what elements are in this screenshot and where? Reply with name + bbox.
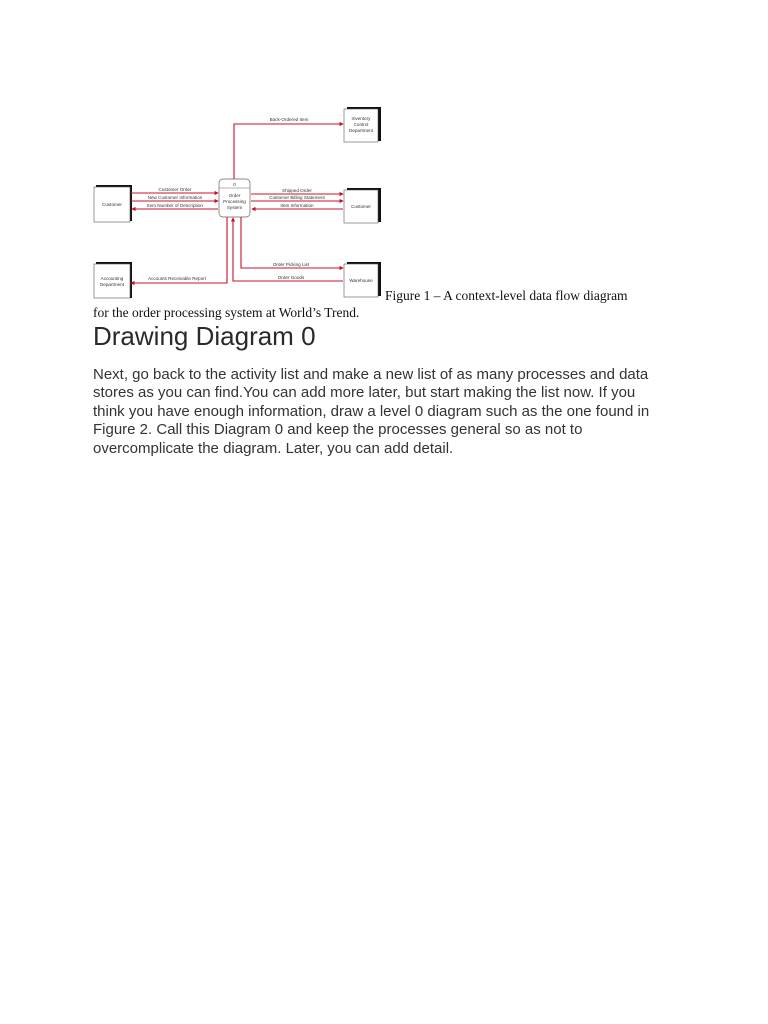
entity-label: Control <box>353 122 369 127</box>
figure-caption-line-1: Figure 1 – A context-level data flow diagram <box>385 288 628 303</box>
process-order-processing-system <box>219 179 250 217</box>
process-label: System <box>226 205 243 210</box>
entity-label: Warehouse <box>349 278 373 283</box>
flow-label: New Customer Information <box>147 195 203 200</box>
entity-label: Department <box>99 282 125 287</box>
entity-label: Customer <box>102 202 122 207</box>
flow-back-ordered-item <box>234 124 343 179</box>
entity-customer-right <box>344 188 381 223</box>
figure-caption-line-2: for the order processing system at World’s Trend. <box>93 305 360 320</box>
flow-label: Order Picking List <box>272 262 310 267</box>
entity-inventory-control <box>344 107 381 142</box>
flow-label: Accounts Receivable Report <box>148 276 206 281</box>
process-number: 0 <box>233 182 236 187</box>
flow-label: Customer Billing Statement <box>269 195 325 200</box>
flow-label: Shipped Order <box>282 188 312 193</box>
flow-label: Item Number of Description <box>147 203 203 208</box>
process-label: Processing <box>223 199 246 204</box>
entity-label: Department <box>348 128 374 133</box>
entity-label: Customer <box>351 204 371 209</box>
flow-order-goods <box>233 218 343 281</box>
entity-label: Accounting <box>100 276 124 281</box>
context-diagram-figure <box>93 100 385 300</box>
process-label: Order <box>228 193 241 198</box>
entity-customer-left <box>94 185 132 222</box>
flow-label: Back-Ordered Item <box>269 117 309 122</box>
flow-order-picking-list <box>241 217 343 268</box>
section-heading: Drawing Diagram 0 <box>93 321 316 351</box>
context-diagram <box>93 100 385 300</box>
body-paragraph: Next, go back to the activity list and make a new list of as many processes and data stores as you can find.You can add more later, but start making the list now. If you think you have enough information, draw a level 0 diagram such as the one found in Figure 2. Call this Diagram 0 and keep the processes general so as not to overcomplicate the diagram. Later, you can add detail. <box>93 366 650 457</box>
flow-label: Customer Order <box>158 187 192 192</box>
flow-accounts-receivable-report <box>131 217 227 283</box>
figure-caption <box>93 287 673 321</box>
flow-label: Order Goods <box>277 275 305 280</box>
flow-label: Item Information <box>280 203 314 208</box>
entity-label: Inventory <box>351 116 371 121</box>
